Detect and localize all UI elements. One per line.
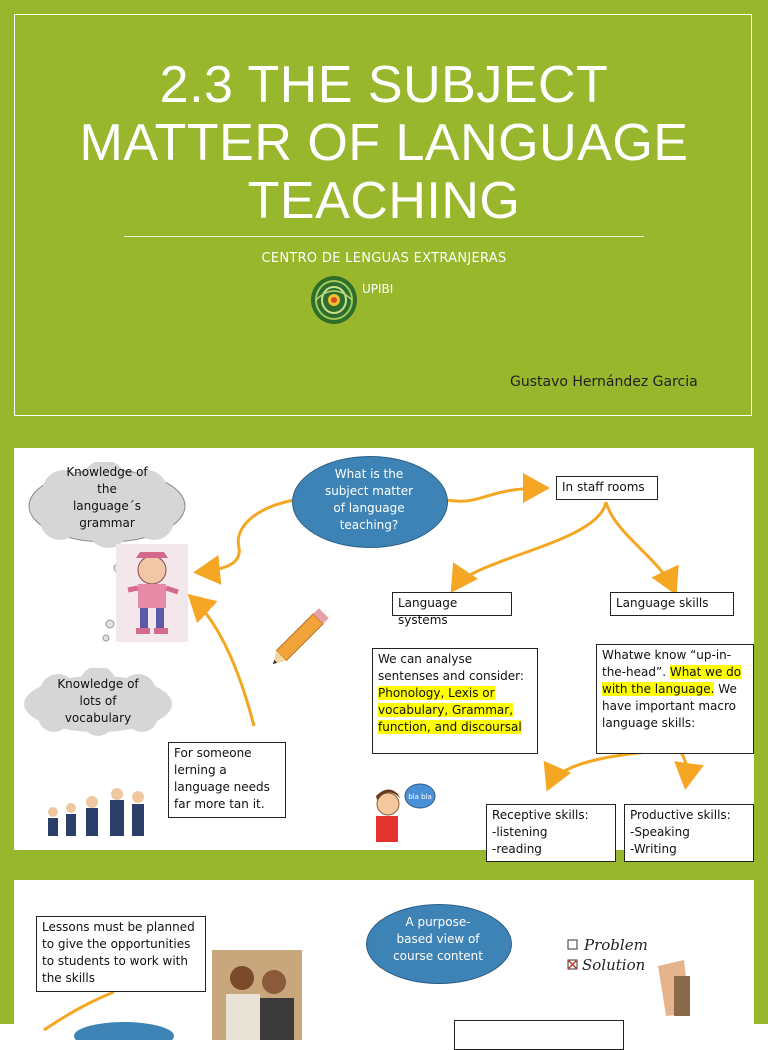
receptive-line: -listening	[492, 825, 548, 839]
mind-map-panel	[14, 448, 754, 856]
staff-rooms-label: In staff rooms	[562, 480, 645, 494]
productive-line: Productive skills:	[630, 808, 731, 822]
cloud-vocab-line: lots of	[79, 694, 117, 708]
productive-line: -Speaking	[630, 825, 690, 839]
learner-needs-text: For someone lerning a language needs far more tan it.	[174, 746, 270, 811]
problem-label: Problem	[584, 936, 648, 954]
staff-rooms-box	[556, 476, 658, 500]
cloud-grammar-line: grammar	[79, 516, 135, 530]
question-line: subject matter	[324, 484, 414, 498]
systems-detail-box	[372, 648, 538, 754]
systems-detail-text: We can analyse sentenses and consider:	[378, 652, 524, 683]
title-slide	[0, 0, 768, 432]
productive-line: -Writing	[630, 842, 677, 856]
author-name: Gustavo Hernández Garcia	[510, 374, 698, 390]
cloud-vocab-line: vocabulary	[64, 711, 132, 725]
title-line-3: TEACHING	[247, 172, 521, 230]
cloud-grammar-line: Knowledge of	[66, 465, 148, 479]
receptive-line: -reading	[492, 842, 542, 856]
title-divider	[124, 236, 644, 237]
central-question	[300, 466, 438, 534]
speech-bubble-text: bla bla	[408, 793, 432, 801]
question-line: What is the	[334, 467, 404, 481]
course-content-panel	[14, 880, 754, 1040]
cloud-grammar-line: the	[97, 482, 117, 496]
purpose-line: course content	[393, 949, 483, 963]
systems-detail-highlight: Phonology, Lexis or vocabulary, Grammar, function, and discoursal	[378, 686, 522, 734]
cloud-grammar	[44, 464, 170, 532]
students-photo-icon	[212, 950, 302, 1040]
slide-title	[40, 56, 728, 230]
purpose-line: based view of	[396, 932, 480, 946]
question-line: teaching?	[339, 518, 399, 532]
course-content-slide	[0, 864, 768, 1024]
cloud-grammar-line: language´s	[72, 499, 142, 513]
lessons-box	[36, 916, 206, 992]
logo-label: UPIBI	[362, 282, 394, 296]
skills-detail-highlight: What we do with the language.	[602, 665, 742, 696]
skills-detail-text: Whatwe know “up-in-the-head”.	[602, 648, 732, 679]
language-systems-box	[392, 592, 512, 627]
mind-map-slide	[0, 432, 768, 864]
title-line-2: MATTER OF LANGUAGE	[79, 114, 689, 172]
purpose-view	[374, 914, 502, 965]
talking-boy-icon	[372, 780, 438, 846]
people-group-icon	[44, 784, 154, 846]
purpose-line: A purpose-	[405, 915, 471, 929]
learner-needs-box	[168, 742, 286, 818]
language-skills-box	[610, 592, 734, 616]
language-systems-label: Language systems	[398, 596, 458, 627]
question-line: of language	[333, 501, 405, 515]
cloud-vocab-line: Knowledge of	[57, 677, 139, 691]
cartoon-girl-icon	[116, 544, 188, 642]
productive-skills-box	[624, 804, 754, 862]
receptive-skills-box	[486, 804, 616, 862]
receptive-line: Receptive skills:	[492, 808, 589, 822]
slide-subtitle: CENTRO DE LENGUAS EXTRANJERAS	[261, 251, 507, 266]
upibi-logo-icon	[310, 274, 358, 326]
lessons-text: Lessons must be planned to give the opportunities to students to work with the skills	[42, 920, 195, 985]
solution-label: Solution	[582, 956, 646, 974]
skills-detail-box	[596, 644, 754, 754]
pencil-icon	[268, 598, 340, 668]
language-skills-label: Language skills	[616, 596, 709, 610]
content-box	[454, 1020, 624, 1050]
problem-solution-icon	[562, 930, 696, 1016]
title-line-1: 2.3 THE SUBJECT	[159, 56, 609, 114]
cloud-vocabulary	[38, 676, 158, 727]
skills-detail-text: We have important macro language skills:	[602, 682, 737, 730]
